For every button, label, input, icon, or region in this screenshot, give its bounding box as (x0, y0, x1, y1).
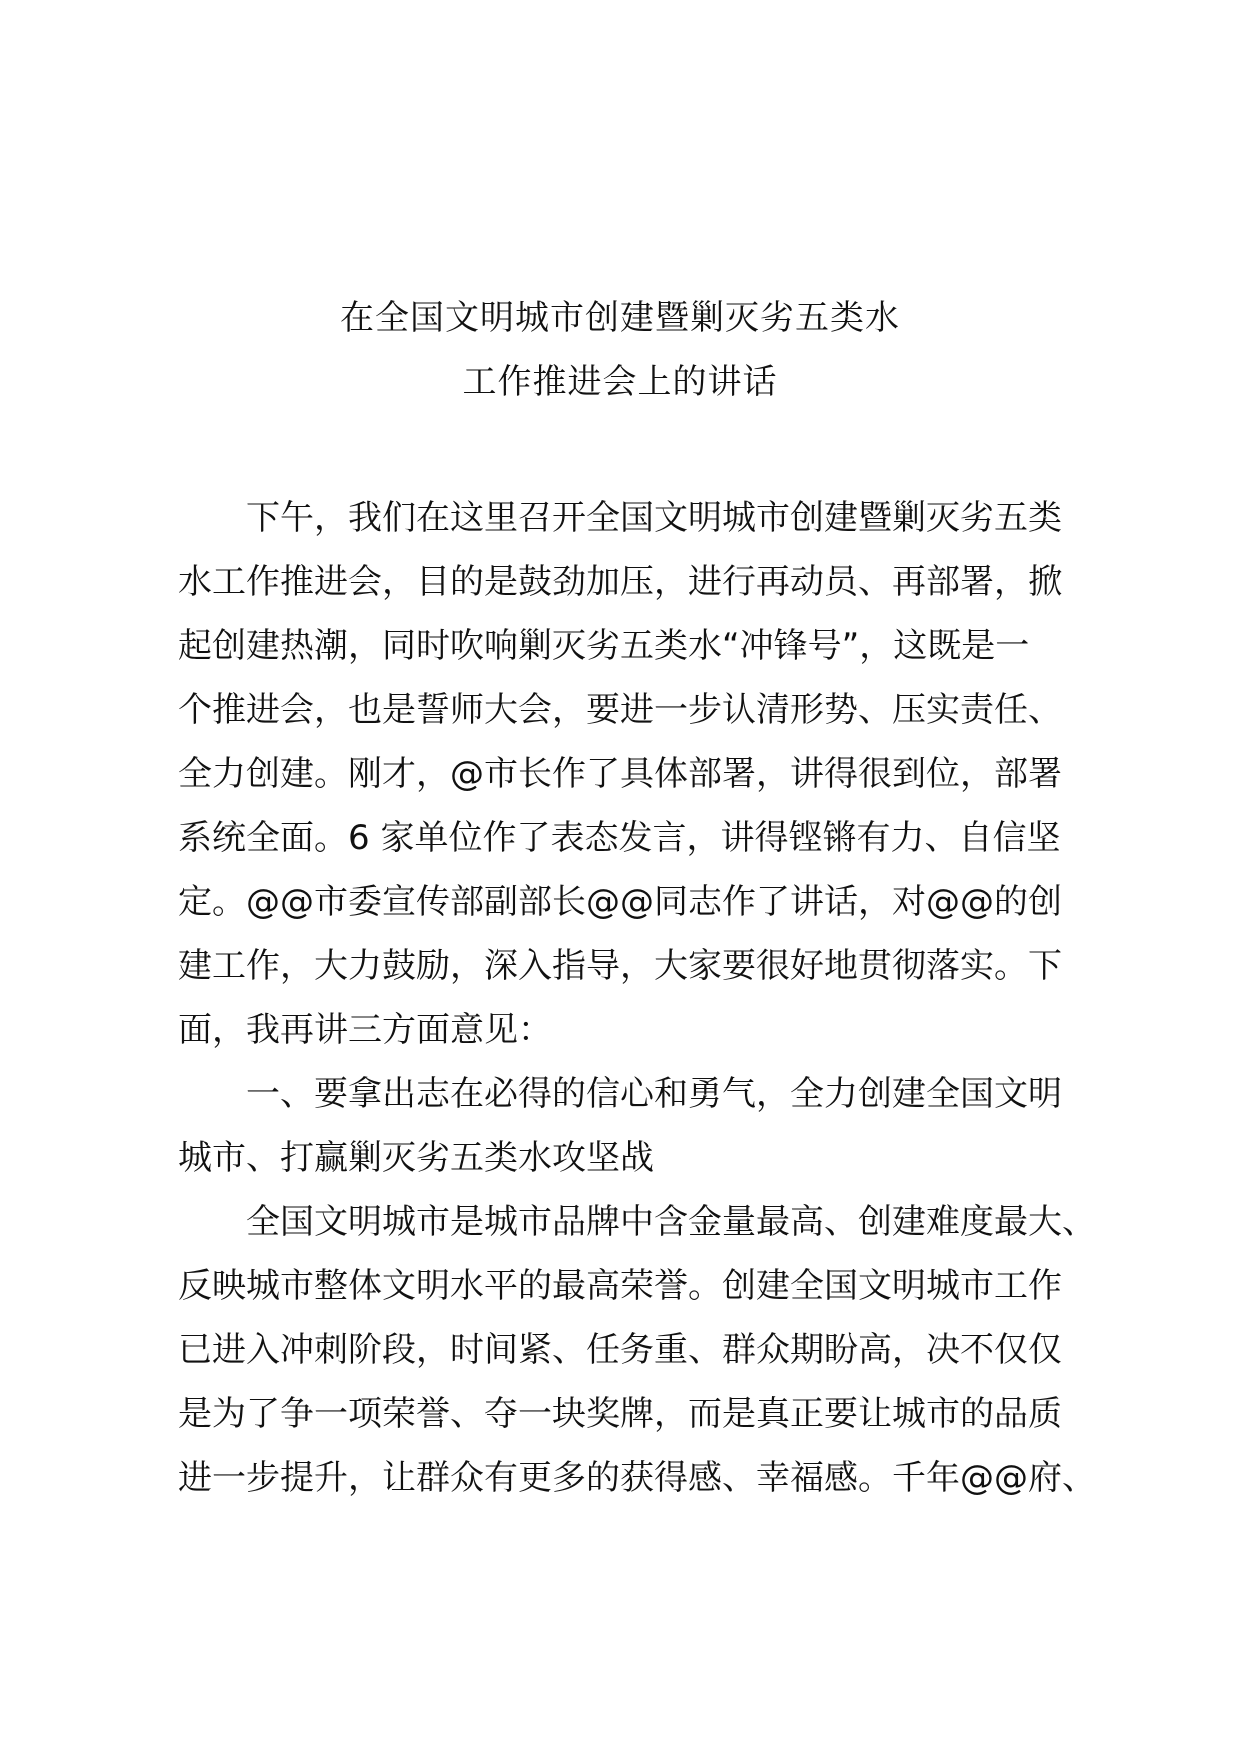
paragraph-line: 下午，我们在这里召开全国文明城市创建暨剿灭劣五类 (246, 498, 1062, 538)
section-heading-line: 城市、打赢剿灭劣五类水攻坚战 (178, 1138, 654, 1178)
title-line: 在全国文明城市创建暨剿灭劣五类水 (340, 298, 900, 338)
document-body (178, 486, 1096, 1510)
paragraph-line: 已进入冲刺阶段，时间紧、任务重、群众期盼高，决不仅仅 (178, 1330, 1062, 1370)
paragraph-line: 个推进会，也是誓师大会，要进一步认清形势、压实责任、 (178, 690, 1062, 730)
paragraph-line: 全力创建。刚才，@市长作了具体部署，讲得很到位，部署 (178, 754, 1062, 794)
paragraph-line: 系统全面。6 家单位作了表态发言，讲得铿锵有力、自信坚 (178, 818, 1061, 858)
title-line: 工作推进会上的讲话 (462, 362, 778, 402)
paragraph-line: 定。@@市委宣传部副部长@@同志作了讲话，对@@的创 (178, 882, 1062, 922)
paragraph-line: 进一步提升，让群众有更多的获得感、幸福感。千年@@府、 (178, 1458, 1096, 1498)
paragraph-line: 水工作推进会，目的是鼓劲加压，进行再动员、再部署，掀 (178, 562, 1062, 602)
paragraph-line: 全国文明城市是城市品牌中含金量最高、创建难度最大、 (246, 1202, 1096, 1242)
document-title (0, 286, 1240, 414)
paragraph-line: 建工作，大力鼓励，深入指导，大家要很好地贯彻落实。下 (178, 946, 1062, 986)
paragraph-line: 面，我再讲三方面意见： (178, 1010, 552, 1050)
paragraph-line: 起创建热潮，同时吹响剿灭劣五类水“冲锋号”，这既是一 (178, 626, 1030, 666)
paragraph-line: 是为了争一项荣誉、夺一块奖牌，而是真正要让城市的品质 (178, 1394, 1062, 1434)
paragraph-line: 反映城市整体文明水平的最高荣誉。创建全国文明城市工作 (178, 1266, 1062, 1306)
section-heading-line: 一、要拿出志在必得的信心和勇气，全力创建全国文明 (246, 1074, 1062, 1114)
